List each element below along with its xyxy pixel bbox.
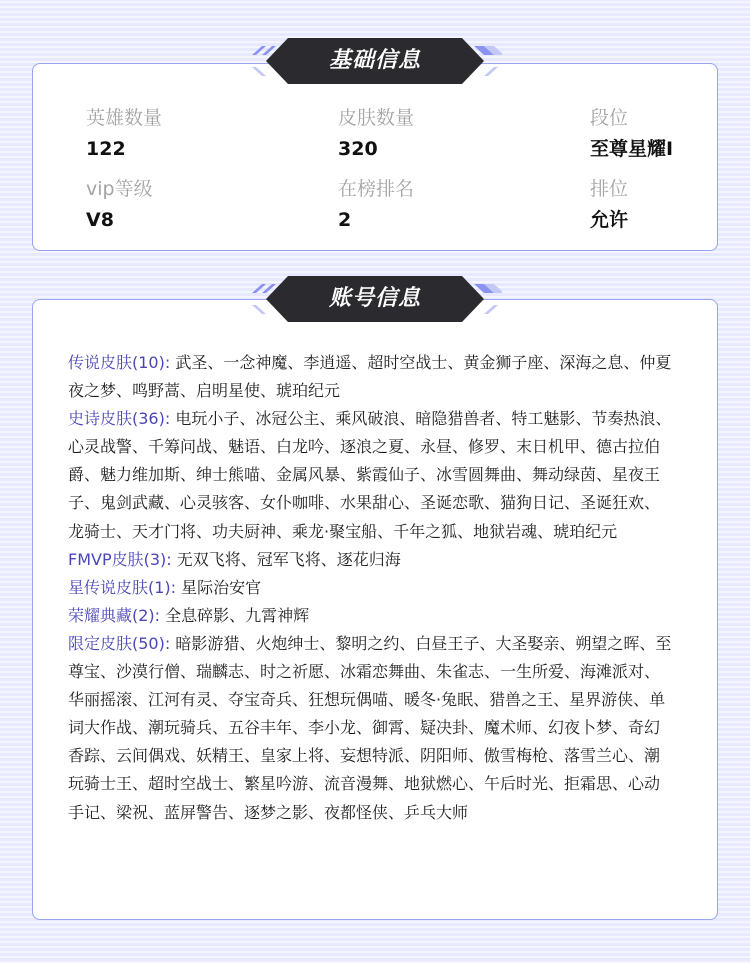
skin-category-fmvp [68,546,674,574]
stat-label: vip等级 [86,178,153,200]
stat-rank-tier [590,105,673,162]
category-label: FMVP皮肤(3): [68,549,177,569]
section-title: 账号信息 [328,286,421,311]
stat-hero-count [86,105,162,162]
stat-ranked [590,176,628,233]
stat-label: 段位 [590,107,629,129]
skin-list [68,349,674,827]
category-label: 传说皮肤(10): [68,353,176,372]
skin-category-glory-collection [68,602,674,630]
category-label: 限定皮肤(50): [68,633,176,653]
category-items: 武圣、一念神魔、李逍遥、超时空战士、黄金狮子座、深海之息、仲夏夜之梦、鸣野蒿、启明星使、琥珀纪元 [68,353,672,401]
section-title: 基础信息 [328,48,421,73]
basic-info-card [32,63,718,251]
stat-value: 320 [338,138,378,160]
section-header-account-info [248,276,502,322]
category-label: 史诗皮肤(36): [68,409,176,429]
stat-label: 英雄数量 [86,107,163,129]
stat-leaderboard-rank [338,176,414,233]
stat-value: 允许 [590,209,629,231]
category-label: 星传说皮肤(1): [68,577,182,597]
skin-category-limited [68,630,674,827]
skin-category-legend [68,349,674,405]
stat-label: 在榜排名 [338,178,415,200]
skin-category-star-legend [68,574,674,602]
stat-skin-count [338,105,414,162]
category-items: 无双飞将、冠军飞将、逐花归海 [176,549,401,569]
stat-value: V8 [86,209,114,231]
stat-value: 至尊星耀I [590,138,674,160]
skin-category-epic [68,405,674,545]
category-items: 全息碎影、九霄神辉 [165,605,310,625]
stat-vip-level [86,176,153,233]
stat-label: 排位 [590,178,629,200]
stat-value: 122 [86,138,126,160]
stat-label: 皮肤数量 [338,107,415,129]
stat-value: 2 [338,209,352,231]
category-label: 荣耀典藏(2): [68,605,166,625]
category-items: 星际治安官 [181,577,262,597]
category-items: 暗影游猎、火炮绅士、黎明之约、白昼王子、大圣娶亲、朔望之晖、至尊宝、沙漠行僧、瑞麟志、时之祈愿、冰霜恋舞曲、朱雀志、一生所爱、海滩派对、华丽摇滚、江河有灵、夺宝奇兵、狂想玩偶喵、暖冬·兔眠、猎兽之王、星界游侠、单词大作战、潮玩骑兵、五谷丰年、李小龙、御霄、疑决卦、魔术师、幻夜卜梦、奇幻香踪、云间偶戏、妖精王、皇家上将、妄想特派、阴阳师、傲雪梅枪、落雪兰心、潮玩骑士王、超时空战士、繁星吟游、流音漫舞、地狱燃心、午后时光、拒霜思、心动手记、梁祝、蓝屏警告、逐梦之影、夜都怪侠、乒乓大师 [68,633,672,822]
section-header-basic-info [248,38,502,84]
category-items: 电玩小子、冰冠公主、乘风破浪、暗隐猎兽者、特工魅影、节奏热浪、心灵战警、千筹问战、魅语、白龙吟、逐浪之夏、永昼、修罗、末日机甲、德古拉伯爵、魅力维加斯、绅士熊喵、金属风暴、紫霞仙子、冰雪圆舞曲、舞动绿茵、星夜王子、鬼剑武藏、心灵骇客、女仆咖啡、水果甜心、圣诞恋歌、猫狗日记、圣诞狂欢、龙骑士、天才门将、功夫厨神、乘龙·聚宝船、千年之狐、地狱岩魂、琥珀纪元 [68,409,672,541]
